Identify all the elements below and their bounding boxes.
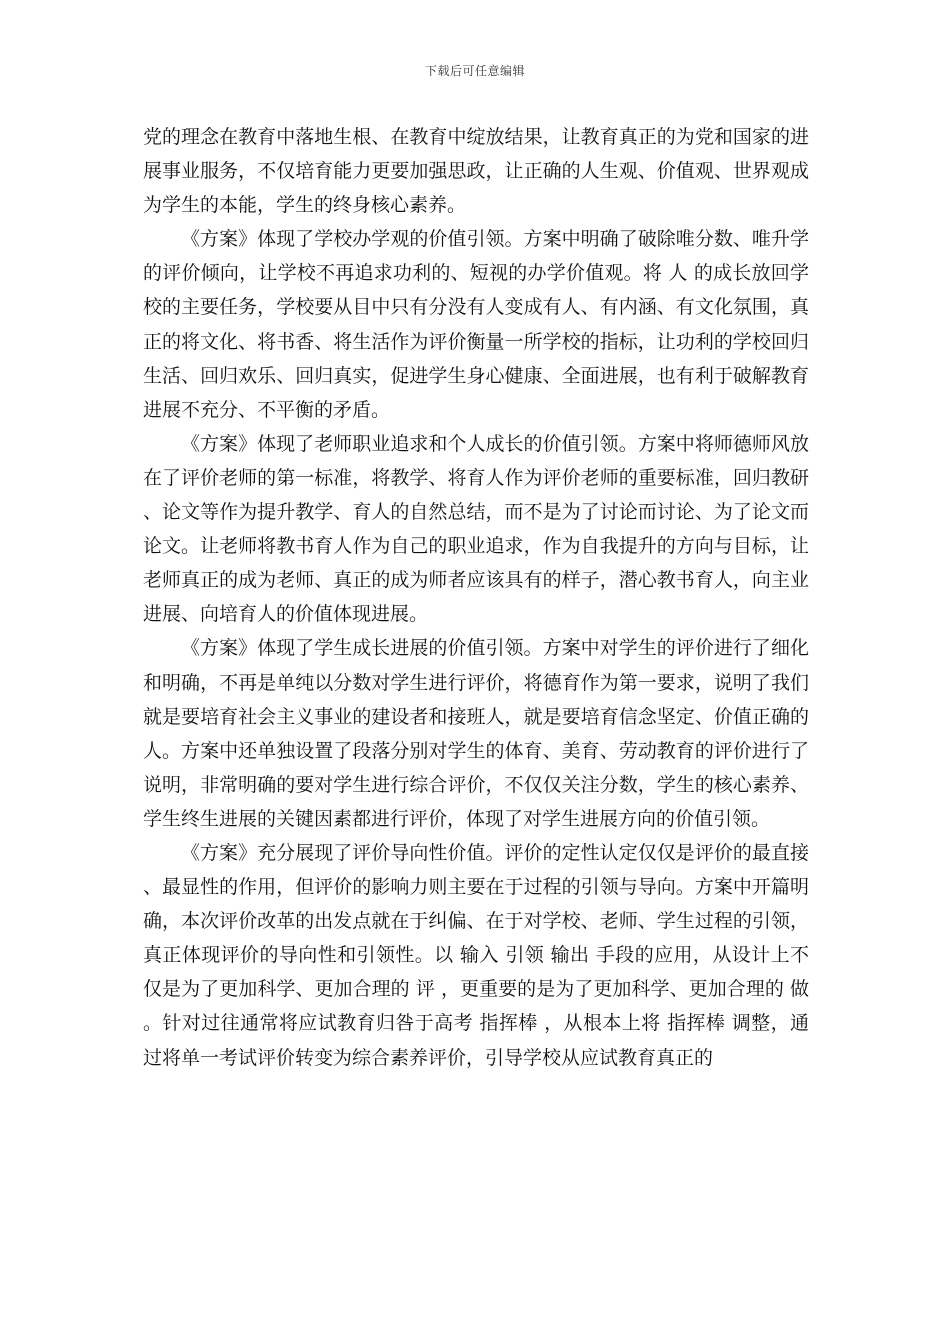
paragraph-3: 《方案》体现了老师职业追求和个人成长的价值引领。方案中将师德师风放在了评价老师的第一标准，将教学、将育人作为评价老师的重要标准，回归教研、论文等作为提升教学、育人的自然总结，而不是为了讨论而讨论、为了论文而论文。让老师将教书育人作为自己的职业追求，作为自我提升的方向与目标，让老师真正的成为老师、真正的成为师者应该具有的样子，潜心教书育人，向主业进展、向培育人的价值体现进展。 [143,432,809,626]
document-body [143,120,809,1075]
paragraph-1: 党的理念在教育中落地生根、在教育中绽放结果，让教育真正的为党和国家的进展事业服务，不仅培育能力更要加强思政，让正确的人生观、价值观、世界观成为学生的本能，学生的终身核心素养。 [143,126,809,217]
paragraph-2: 《方案》体现了学校办学观的价值引领。方案中明确了破除唯分数、唯升学的评价倾向，让学校不再追求功利的、短视的办学价值观。将 人 的成长放回学校的主要任务，学校要从目中只有分没有人变成有人、有内涵、有文化氛围，真正的将文化、将书香、将生活作为评价衡量一所学校的指标，让功利的学校回归生活、回归欢乐、回归真实，促进学生身心健康、全面进展，也有利于破解教育进展不充分、不平衡的矛盾。 [143,228,809,421]
paragraph-5: 《方案》充分展现了评价导向性价值。评价的定性认定仅仅是评价的最直接、最显性的作用，但评价的影响力则主要在于过程的引领与导向。方案中开篇明确，本次评价改革的出发点就在于纠偏、在于对学校、老师、学生过程的引领，真正体现评价的导向性和引领性。以 输入 引领 输出 手段的应用，从设计上不仅是为了更加科学、更加合理的 评 ，更重要的是为了更加科学、更加合理的 做 。针对过往通常将应试教育归咎于高考 指挥棒 ，从根本上将 指挥棒 调整，通过将单一考试评价转变为综合素养评价，引导学校从应试教育真正的 [143,841,809,1069]
paragraph-4: 《方案》体现了学生成长进展的价值引领。方案中对学生的评价进行了细化和明确，不再是单纯以分数对学生进行评价，将德育作为第一要求，说明了我们就是要培育社会主义事业的建设者和接班人，就是要培育信念坚定、价值正确的人。方案中还单独设置了段落分别对学生的体育、美育、劳动教育的评价进行了说明，非常明确的要对学生进行综合评价，不仅仅关注分数，学生的核心素养、学生终生进展的关键因素都进行评价，体现了对学生进展方向的价值引领。 [143,637,809,830]
page-header: 下载后可任意编辑 [424,64,525,78]
